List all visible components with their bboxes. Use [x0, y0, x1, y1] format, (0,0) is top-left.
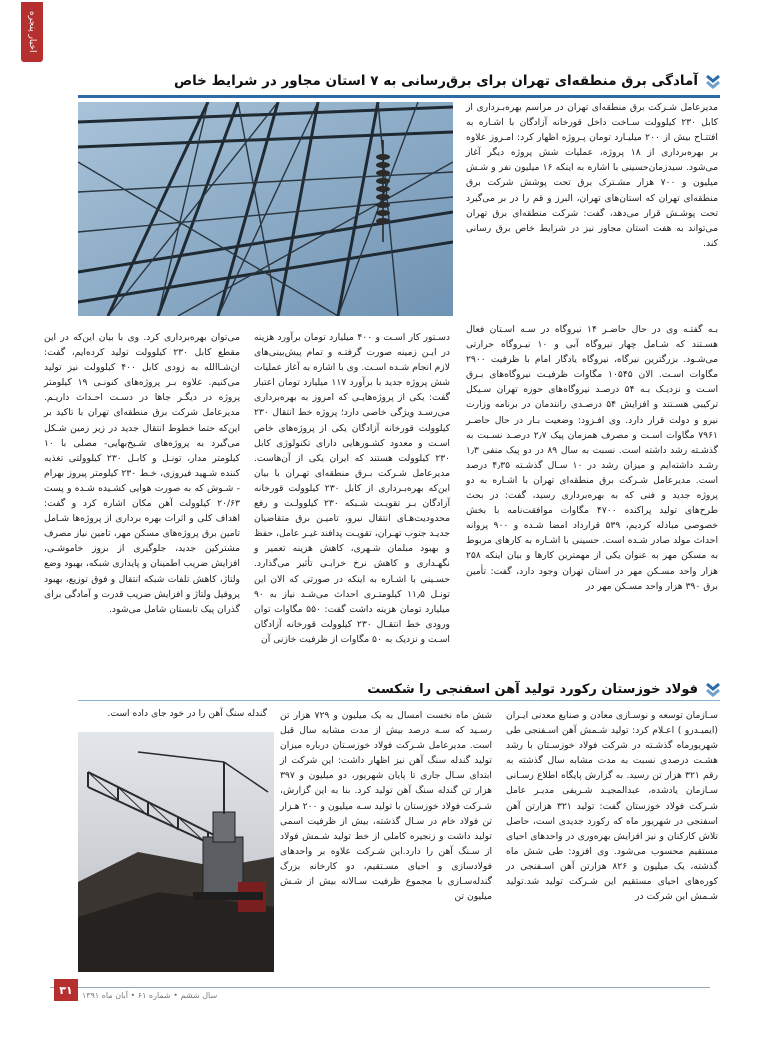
footer-rule [50, 987, 710, 988]
stacker-reclaimer-illustration [78, 732, 274, 972]
chevron-down-icon [704, 680, 722, 698]
article1-title [174, 72, 722, 90]
chevron-down-icon [704, 72, 722, 90]
article2-title [367, 680, 722, 698]
power-tower-photo [78, 102, 453, 316]
issue-info: سال ششم • شماره ۶۱ • آبان ماه ۱۳۹۱ [82, 991, 218, 1000]
page-number: ۳۱ [54, 979, 78, 1001]
article1-paragraph: دسـتور کار اسـت و ۴۰۰ میلیارد تومان برآورد هزینه در ایـن زمینه صورت گرفتـه و تمام پیش‌بینی‌های لازم انجام شـده اسـت. وی با اشاره به آغاز عملیات شش پروژه جدید با برآورد ۱۱۷ میلیارد تومان اعتبار گفت: یکی از پروژه‌هایـی که امروز به بهره‌برداری می‌رسـد ویژگی خاصی دارد؛ پروژه خط انتقال ۲۳۰ کیلوولت قورخانه آزادگان یکی از پروژه‌های خاص اسـت و معدود کشـورهایی دارای تکنولوژی کابل ۲۳۰ کیلوولت هستند که ایران یکی از آن‌هاست. مدیرعامل شـرکت بـرق منطقه‌ای تهـران با بیان این‌که بهره‌بـرداری از کابل ۲۳۰ کیلوولت قورخانه آزادگان بـر تقویـت شـبکه ۲۳۰ کیلوولـت و رفع محدودیت‌هـای انتقال نیرو، تامیـن برق متقاضیان جدیـد جنوب تهـران، تقویـت پدافند غیـر عامل، حفظ و بهبود مبلمان شـهری، کاهش هزینه تعمیر و نگهـداری و کاهش نرخ خرابـی تأثیر می‌گذارد. حسـینی با اشـاره به اینکه در صورتی که الان این تونـل ۱۱٫۵ کیلومتـری احداث می‌شـد نیاز به ۹۰ میلیارد تومان هزینه داشت گفت: ۵۵۰ مگاوات توان ورودی خط انتقـال ۲۳۰ کیلوولت قورخانه آزادگان اسـت و نزدیک به ۵۰ مگاوات از ظرفیت خازنی آن [254, 332, 450, 645]
article2-col-right [506, 708, 718, 984]
section-tab: اخبار پنجره [21, 2, 43, 62]
article1-paragraph: بـه گفتـه وی در حال حاضـر ۱۴ نیروگاه در سـه اسـتان فعال هسـتند که شـامل چهار نیروگاه آبی و ۱۰ نیـروگاه حرارتی می‌شـود. بزرگترین نیرگاه، نیروگاه یادگار امام با ظرفیت ۲۹۰۰ مگاوات اسـت. الان ۱۰۵۴۵ مگاوات ظرفیـت نیروگاه‌های بـرق اسـت و نزدیـک بـه ۵۴ درصـد نیروگاه‌های حوزه تهران سـیکل ترکیبی هسـتند و افزایش ۵۴ درصـدی رانندمان در برنامه وزارت نیرو و دولت قرار دارد. وی افـزود: وضعیت بـار در حال حاضـر ۷۹۶۱ مگاوات اسـت و مصرف همزمان پیک ۲٫۷ درصـد نسـبت به گذشـته رشد داشته است. نسبت به سال ۸۹ در دو پیک منفی ۱٫۳ رشـد داشته‌ایم و میزان رشد در ۱۰ سـال گذشـته ۴٫۳۵ درصد است. مدیرعامل شـرکت برق منطقه‌ای تهران با اشـاره به دو پروژه جدید و فنی که به بهره‌برداری رسید، گفت: در بحث طرح‌های تولید پراکنده ۴۷۰۰ مگاوات موافقت‌نامه با بخش خصوصی مبادله کردیم، ۵۳۹ قرارداد امضا شـده و ۹۰۰ پروانه احداث مولد صادر شـده است. حسینی با اشـاره به کارهای مربوط به مسکن مهر به عنوان یکی از مهمترین کارها و بیان اینکه ۲۵۸ هزار واحد مسـکن مهر در استان تهران وجود دارد، گفت: تأمین برق ۳۹۰ هزار واحد مسـکن مهر در [466, 324, 719, 592]
article1-rule [78, 95, 720, 98]
article2-paragraph: سـازمان توسعه و نوسـازی معادن و صنایع معدنی ایـران (ایمیـدرو ) اعـلام کرد: تولید شـمش آهن اسـفنجی طی شهریورماه گذشـته در شرکت فولاد خوزسـتان با رشد هشـت درصدی نسبت به مدت مشابه سال گذشته به رقم ۳۲۱ هزار تن رسید. به گزارش پایگاه اطلاع رسـانی سـازمان یادشده، عبدالمجیـد شـریفی مدیـر عامل شـرکت فولاد خوزستان گفت: تولید ۳۲۱ هزارتن آهن اسفنجی در شهریور ماه که رکورد جدیدی است، حاصل تلاش کارکنان و نیز افزایش بهره‌وری در واحدهای احیای مستقیم محسوب می‌شود. وی افزود: طی شش ماه گذشته، یک میلیون و ۸۲۶ هزارتن آهن اسـفنجی در کوره‌های احیای مستقیم این شـرکت تولید شد.تولید شـمش این شرکت در [506, 710, 718, 903]
article2-rule [78, 700, 720, 701]
power-tower-illustration [78, 102, 453, 316]
article2-photo-caption: گندله سنگ آهن را در خود جای داده است. [107, 708, 267, 719]
article1-col-left [44, 330, 240, 664]
article2-title-text: فولاد خوزستان رکورد تولید آهن اسفنجی را شکست [367, 681, 698, 697]
article1-paragraph: مدیرعامل شـرکت برق منطقه‌ای تهران در مراسم بهره‌بـرداری از کابل ۲۳۰ کیلوولت سـاخت داخل قورخانه آزادگان با اشـاره به افتتـاح بیش از ۲۰۰ میلیـارد تومان پـروژه اظهار کرد: امـروز علاوه بر بهره‌برداری از ۱۸ پروژه، عملیات شش پروژه دیگر آغاز می‌شود. سیدزمان‌حسینی با اشاره به اینکه ۱۶ میلیون نفر و شـش میلیون و ۷۰۰ هزار مشـترک برق تحت پوشش شرکت برق منطقه‌ای تهران که استان‌های تهران، البرز و قم را در بر می‌گیرد تحت پوشـش قرار می‌دهد، گفت: شرکت منطقه‌ای برق تهران می‌تواند به هفت استان مجاور نیز در شرایط خاص برق رسانی کند. [466, 102, 719, 249]
article1-title-text: آمادگی برق منطقه‌ای تهران برای برق‌رسانی به ۷ استان مجاور در شرایط خاص [173, 73, 698, 89]
article1-col-middle [254, 330, 450, 664]
iron-ore-pellets-photo [78, 732, 274, 972]
article1-col-right-top [466, 100, 718, 318]
article2-paragraph: شش ماه نخست امسال به یک میلیون و ۷۲۹ هزار تن رسـید که سـه درصد بیش از مدت مشابه سال قبل است. مدیرعامل شـرکت فولاد خوزسـتان درباره میزان تولید گندله سنگ آهن نیز اظهار داشت: این شرکت از ابتدای سـال جاری تا پایان شهریور، دو میلیون و ۳۹۷ هزار تن گندله سنگ آهن تولید کرد. بنا به این گزارش، شـرکت فولاد خوزستان با تولید سـه میلیون و ۲۰۰ هـزار تن فولاد خام در سـال گذشته، بیش از ظرفیت اسمی تولید داشت و زنجیره کاملی از خط تولید شـمش فولاد از سـنگ آهن را دارد.این شـرکت علاوه بر واحدهای فولادسازی و احیای مسـتقیم، دو کارخانه بزرگ گندله‌سـازی با مجموع ظرفیت سـالانه بیش از شـش میلیون تن [280, 710, 493, 903]
article1-paragraph: می‌توان بهره‌برداری کرد. وی با بیان این‌که در این مقطع کابل ۲۳۰ کیلوولت تولید کرده‌ایم، گفت: ان‌شـاالله به زودی کابل ۴۰۰ کیلوولت نیز تولید می‌کنیم. علاوه بـر پروژه‌های کنونـی ۱۹ کیلومتر پروژه در دیگـر جاها در دسـت احـداث داریـم. مدیرعامل شرکت برق منطقه‌ای تهران با تاکید بر این‌که حتما خطوط انتقال جدید در زیر زمین شـکل می‌گیرد به پروژه‌های شـیخ‌بهایی- مصلی با ۱۰ کیلومتر مدار، تونـل و کابـل ۲۳۰ کیلوولتی تغذیه کننده شـهید فیروزی، خـط ۲۳۰ کیلومتر پیروز بهرام - شـوش که به صورت هوایی کشـیده شـده و پست ۲۰/۶۳ کیلوولت آهن مکان اشاره کرد و گفت: اهداف کلی و اثرات بهره برداری از پروژه‌ها شـامل تامین برق پروژه‌های مسکن مهر، تامین نیاز مصرف مشترکین جدید، جلوگیری از بروز خاموشـی، افزایش ضریب اطمینان و پایداری شبکه، بهبود وضع ولتاژ، کاهش تلفات شبکه انتقال و فوق توزیع، بهبود پروفیل ولتاژ و افزایش ضریب قدرت و آمادگی برای گذران پیک تابستان شامل می‌شود. [44, 332, 241, 615]
article2-col-middle [280, 708, 492, 984]
article1-col-right-bottom [466, 322, 718, 664]
